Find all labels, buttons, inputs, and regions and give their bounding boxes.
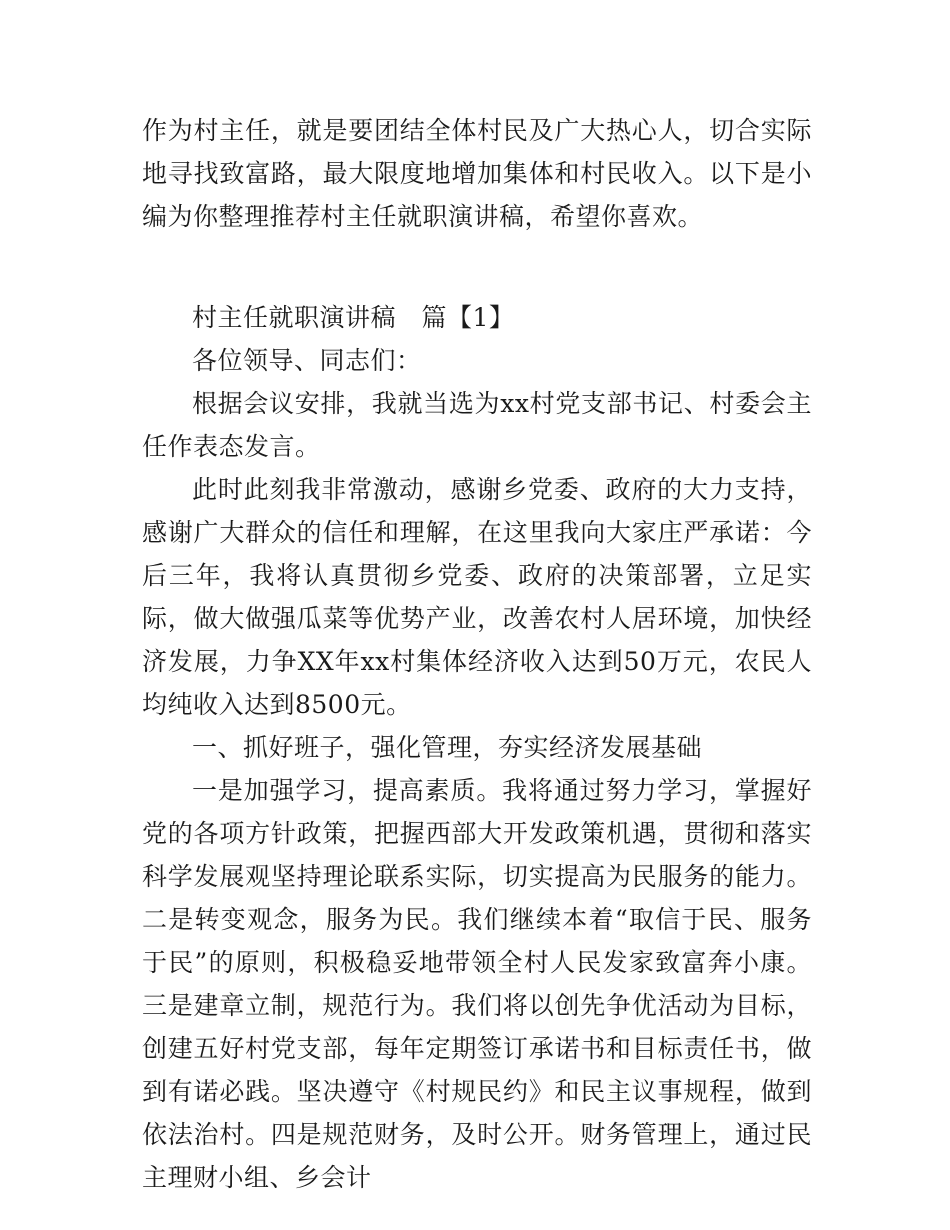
document-page — [142, 109, 812, 1199]
body-paragraph-2: 此时此刻我非常激动，感谢乡党委、政府的大力支持，感谢广大群众的信任和理解，在这里我向大家庄严承诺：今后三年，我将认真贯彻乡党委、政府的决策部署，立足实际，做大做强瓜菜等优势产业，改善农村人居环境，加快经济发展，力争XX年xx村集体经济收入达到50万元，农民人均纯收入达到8500元。 — [142, 475, 812, 719]
salutation: 各位领导、同志们： — [192, 346, 422, 375]
body-paragraph-1: 根据会议安排，我就当选为xx村党支部书记、村委会主任作表态发言。 — [142, 389, 812, 461]
subheading-1: 一、抓好班子，强化管理，夯实经济发展基础 — [192, 733, 703, 762]
section-title: 村主任就职演讲稿 篇【1】 — [192, 303, 515, 332]
body-paragraph-3: 一是加强学习，提高素质。我将通过努力学习，掌握好党的各项方针政策，把握西部大开发政策机遇，贯彻和落实科学发展观坚持理论联系实际，切实提高为民服务的能力。二是转变观念，服务为民。我们继续本着“取信于民、服务于民”的原则，积极稳妥地带领全村人民发家致富奔小康。三是建章立制，规范行为。我们将以创先争优活动为目标，创建五好村党支部，每年定期签订承诺书和目标责任书，做到有诺必践。坚决遵守《村规民约》和民主议事规程，做到依法治村。四是规范财务，及时公开。财务管理上，通过民主理财小组、乡会计 — [142, 776, 812, 1192]
intro-paragraph: 作为村主任，就是要团结全体村民及广大热心人，切合实际地寻找致富路，最大限度地增加集体和村民收入。以下是小编为你整理推荐村主任就职演讲稿，希望你喜欢。 — [142, 116, 812, 231]
